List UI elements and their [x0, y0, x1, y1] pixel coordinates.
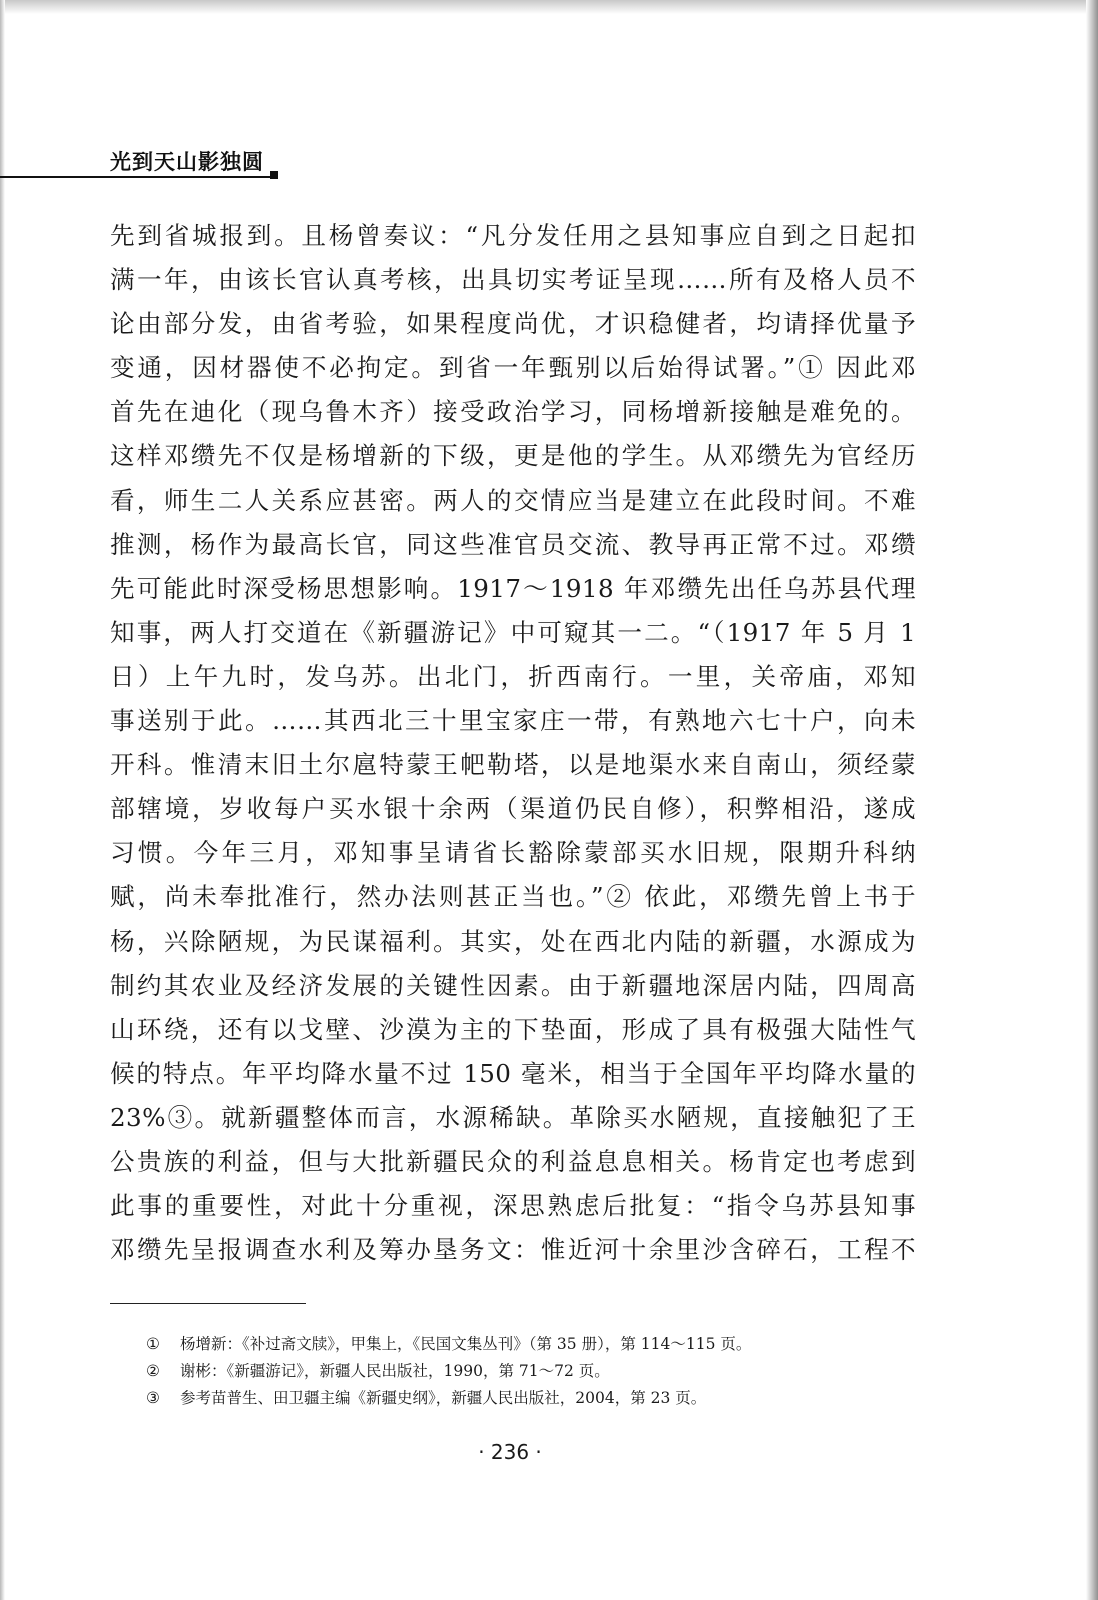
body-line: 满一年，由该长官认真考核，出具切实考证呈现……所有及格人员不	[110, 265, 916, 295]
body-line: 知事，两人打交道在《新疆游记》中可窥其一二。“（1917 年 5 月 1	[110, 617, 916, 647]
body-line: 首先在迪化（现乌鲁木齐）接受政治学习，同杨增新接触是难免的。	[110, 397, 916, 427]
header-rule-square-marker	[270, 171, 278, 179]
scan-shadow-top	[0, 0, 1098, 14]
body-line: 制约其农业及经济发展的关键性因素。由于新疆地深居内陆，四周高	[110, 970, 916, 1000]
footnotes	[146, 1331, 906, 1412]
header-rule	[0, 176, 276, 178]
page-number: · 236 ·	[478, 1440, 542, 1464]
scan-shadow-left	[0, 0, 5, 1600]
footnote-text: 杨增新：《补过斋文牍》，甲集上，《民国文集丛刊》（第 35 册），第 114～115 页。	[180, 1335, 752, 1353]
footnote-text: 参考苗普生、田卫疆主编《新疆史纲》，新疆人民出版社，2004，第 23 页。	[180, 1389, 707, 1407]
body-line: 23%③。就新疆整体而言，水源稀缺。革除买水陋规，直接触犯了王	[110, 1102, 916, 1132]
body-line: 赋，尚未奉批准行，然办法则甚正当也。”② 依此，邓缵先曾上书于	[110, 882, 916, 912]
footnote-text: 谢彬：《新疆游记》，新疆人民出版社，1990，第 71～72 页。	[180, 1362, 610, 1380]
body-line: 候的特点。年平均降水量不过 150 毫米，相当于全国年平均降水量的	[110, 1058, 916, 1088]
scan-shadow-right	[1086, 0, 1098, 1600]
running-head-title: 光到天山影独圆	[110, 150, 264, 174]
body-line: 事送别于此。……其西北三十里宝家庄一带，有熟地六七十户，向未	[110, 706, 916, 736]
body-line: 邓缵先呈报调查水利及筹办垦务文：惟近河十余里沙含碎石，工程不	[110, 1235, 916, 1265]
body-line: 习惯。今年三月，邓知事呈请省长豁除蒙部买水旧规，限期升科纳	[110, 838, 916, 868]
body-line: 此事的重要性，对此十分重视，深思熟虑后批复：“指令乌苏县知事	[110, 1191, 916, 1221]
body-line: 推测，杨作为最高长官，同这些准官员交流、教导再正常不过。邓缵	[110, 529, 916, 559]
footnote	[146, 1331, 906, 1358]
body-line: 变通，因材器使不必拘定。到省一年甄别以后始得试署。”① 因此邓	[110, 353, 916, 383]
body-line: 部辖境，岁收每户买水银十余两（渠道仍民自修），积弊相沿，遂成	[110, 794, 916, 824]
body-line: 日）上午九时，发乌苏。出北门，折西南行。一里，关帝庙，邓知	[110, 661, 916, 691]
footnote-separator	[110, 1303, 306, 1304]
footnote-marker: ①	[146, 1335, 160, 1353]
footnote	[146, 1385, 906, 1412]
body-line: 开科。惟清末旧土尔扈特蒙王帊勒塔，以是地渠水来自南山，须经蒙	[110, 750, 916, 780]
footnote-marker: ②	[146, 1362, 160, 1380]
body-line: 这样邓缵先不仅是杨增新的下级，更是他的学生。从邓缵先为官经历	[110, 441, 916, 471]
body-line: 论由部分发，由省考验，如果程度尚优，才识稳健者，均请择优量予	[110, 309, 916, 339]
footnote-marker: ③	[146, 1389, 160, 1407]
body-line: 看，师生二人关系应甚密。两人的交情应当是建立在此段时间。不难	[110, 485, 916, 515]
body-line: 公贵族的利益，但与大批新疆民众的利益息息相关。杨肯定也考虑到	[110, 1146, 916, 1176]
body-line: 杨，兴除陋规，为民谋福利。其实，处在西北内陆的新疆，水源成为	[110, 926, 916, 956]
body-text	[110, 214, 916, 1272]
body-line: 山环绕，还有以戈壁、沙漠为主的下垫面，形成了具有极强大陆性气	[110, 1014, 916, 1044]
body-line: 先可能此时深受杨思想影响。1917～1918 年邓缵先出任乌苏县代理	[110, 573, 916, 603]
footnote	[146, 1358, 906, 1385]
body-line: 先到省城报到。且杨曾奏议：“凡分发任用之县知事应自到之日起扣	[110, 221, 916, 250]
